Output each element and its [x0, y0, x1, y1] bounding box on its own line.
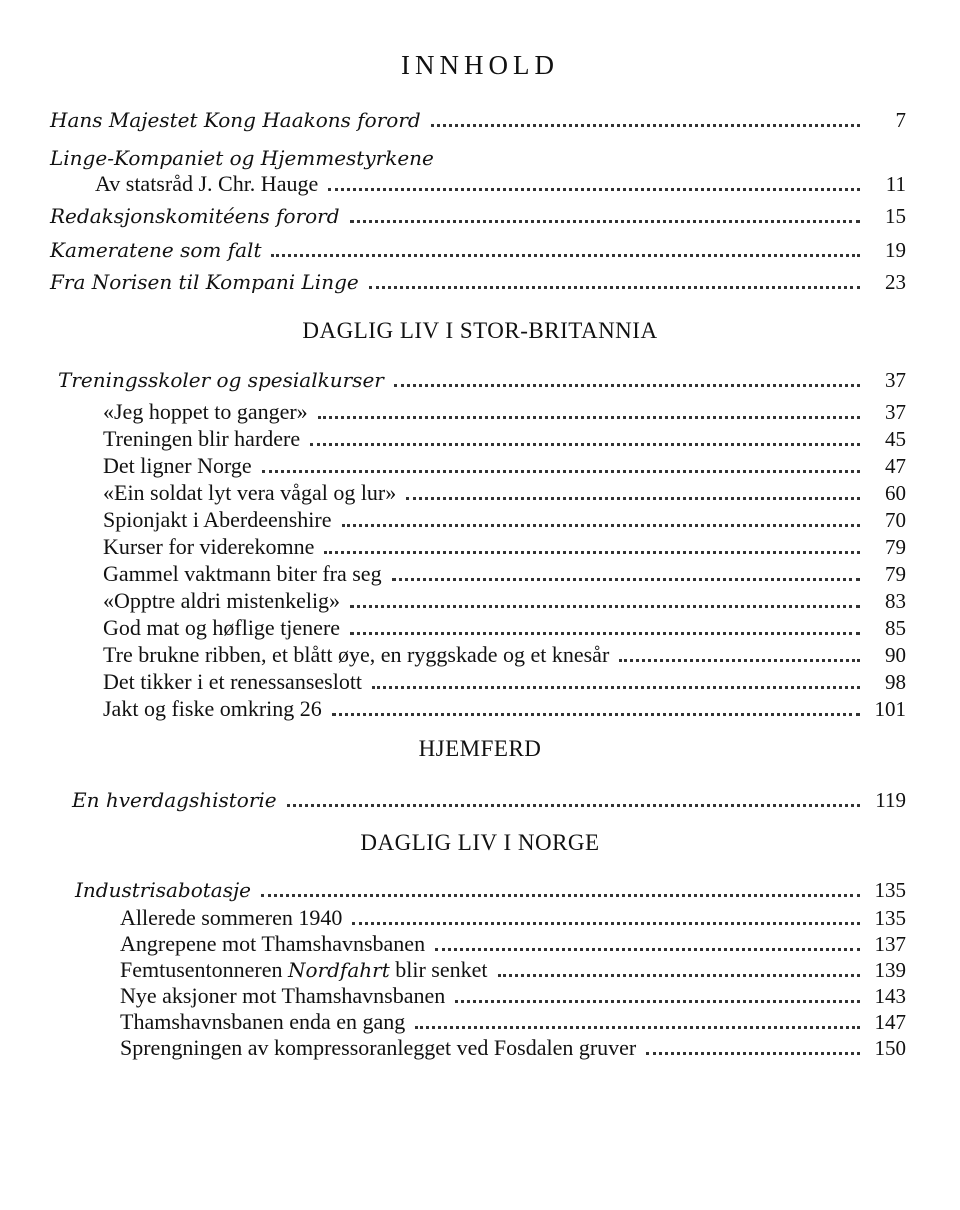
toc-entry-label: Allerede sommeren 1940: [120, 905, 343, 930]
dot-leader: [342, 524, 860, 527]
toc-page-number: 23: [885, 270, 906, 294]
toc-entry-label: Kameratene som falt: [50, 238, 262, 262]
toc-entry[interactable]: [103, 535, 906, 559]
dot-leader: [352, 922, 860, 925]
toc-page-number: 37: [885, 400, 906, 424]
toc-entry-label: Gammel vaktmann biter fra seg: [103, 561, 382, 586]
toc-page-number: 19: [885, 238, 906, 262]
toc-page-number: 7: [895, 108, 906, 132]
toc-page-number: 85: [885, 616, 906, 640]
toc-entry-label: Det tikker i et renessanseslott: [103, 669, 363, 694]
toc-entry-label: Det ligner Norge: [103, 453, 252, 478]
toc-entry-label: Treningen blir hardere: [103, 426, 301, 451]
toc-entry-label: En hverdagshistorie: [72, 788, 277, 812]
dot-leader: [372, 686, 860, 689]
dot-leader: [350, 632, 860, 635]
toc-entry-label: Angrepene mot Thamshavnsbanen: [120, 931, 426, 956]
toc-entry[interactable]: [120, 1010, 906, 1034]
toc-heading-linge: Linge-Kompaniet og Hjemmestyrkene: [50, 146, 434, 170]
toc-page-number: 70: [885, 508, 906, 532]
toc-page-number: 15: [885, 204, 906, 228]
toc-entry-label: Av statsråd J. Chr. Hauge: [95, 171, 319, 196]
dot-leader: [431, 124, 860, 127]
dot-leader: [332, 713, 860, 716]
toc-entry-label: «Ein soldat lyt vera vågal og lur»: [103, 480, 397, 505]
dot-leader: [350, 220, 860, 223]
toc-entry-label: Hans Majestet Kong Haakons forord: [50, 108, 421, 132]
toc-entry[interactable]: [120, 1036, 906, 1060]
toc-entry-norisen[interactable]: [50, 270, 906, 294]
dot-leader: [287, 804, 860, 807]
dot-leader: [328, 188, 860, 191]
toc-entry[interactable]: [103, 643, 906, 667]
toc-entry-kamerater[interactable]: [50, 238, 906, 262]
ship-name: Nordfahrt: [288, 958, 390, 982]
toc-entry-label: Tre brukne ribben, et blått øye, en ryggskade og et knesår: [103, 642, 610, 667]
toc-page-number: 101: [874, 697, 906, 721]
toc-entry-label-part: Femtusentonneren: [120, 957, 289, 982]
dot-leader: [406, 497, 860, 500]
toc-page-number: 139: [874, 958, 906, 982]
toc-entry-hverdagshistorie[interactable]: [72, 788, 906, 812]
toc-entry-label: Sprengningen av kompressoranlegget ved Fosdalen gruver: [120, 1035, 637, 1060]
toc-entry[interactable]: [120, 906, 906, 930]
toc-page-number: 90: [885, 643, 906, 667]
dot-leader: [415, 1026, 860, 1029]
toc-entry[interactable]: [120, 958, 906, 982]
toc-entry[interactable]: [103, 454, 906, 478]
toc-page-number: 143: [874, 984, 906, 1008]
toc-entry[interactable]: [103, 508, 906, 532]
toc-entry-label-part: blir senket: [389, 957, 488, 982]
dot-leader: [369, 286, 860, 289]
page-title: INNHOLD: [401, 50, 559, 80]
toc-entry-label: God mat og høflige tjenere: [103, 615, 341, 640]
dot-leader: [324, 551, 860, 554]
toc-page-number: 79: [885, 562, 906, 586]
toc-entry-label: Kurser for viderekomne: [103, 534, 315, 559]
dot-leader: [455, 1000, 860, 1003]
toc-entry[interactable]: [103, 562, 906, 586]
toc-page-number: 135: [874, 906, 906, 930]
toc-page-number: 98: [885, 670, 906, 694]
toc-entry-label: «Jeg hoppet to ganger»: [103, 399, 308, 424]
toc-entry[interactable]: [103, 427, 906, 451]
toc-entry[interactable]: [103, 589, 906, 613]
toc-entry-treningsskoler[interactable]: [58, 368, 906, 392]
toc-page-number: 119: [875, 788, 906, 812]
dot-leader: [435, 948, 860, 951]
dot-leader: [392, 578, 860, 581]
toc-entry-label: Treningsskoler og spesialkurser: [58, 368, 384, 392]
dot-leader: [318, 416, 860, 419]
dot-leader: [310, 443, 860, 446]
toc-entry[interactable]: [120, 984, 906, 1008]
toc-page-number: 47: [885, 454, 906, 478]
dot-leader: [646, 1052, 860, 1055]
dot-leader: [394, 384, 860, 387]
toc-entry-industrisabotasje[interactable]: [75, 878, 906, 902]
toc-entry[interactable]: [103, 481, 906, 505]
toc-entry-label: Thamshavnsbanen enda en gang: [120, 1009, 406, 1034]
toc-page-number: 137: [874, 932, 906, 956]
dot-leader: [262, 470, 860, 473]
toc-entry-label: Industrisabotasje: [75, 878, 252, 902]
toc-entry-label: Fra Norisen til Kompani Linge: [50, 270, 359, 294]
dot-leader: [261, 894, 860, 897]
toc-entry-label: «Opptre aldri mistenkelig»: [103, 588, 341, 613]
toc-entry-label: [120, 958, 488, 982]
toc-entry-redaksjon[interactable]: [50, 204, 906, 228]
toc-page-number: 79: [885, 535, 906, 559]
toc-entry[interactable]: [120, 932, 906, 956]
dot-leader: [271, 254, 860, 257]
toc-page-number: 37: [885, 368, 906, 392]
toc-page-number: 135: [874, 878, 906, 902]
toc-entry-forord[interactable]: [50, 108, 906, 132]
toc-page-number: 45: [885, 427, 906, 451]
toc-entry[interactable]: [103, 670, 906, 694]
toc-page-number: 83: [885, 589, 906, 613]
toc-entry[interactable]: [103, 616, 906, 640]
toc-page-number: 11: [885, 172, 906, 196]
toc-entry-hauge[interactable]: [95, 172, 906, 196]
toc-entry-label: Jakt og fiske omkring 26: [103, 696, 322, 721]
section-title-norge: DAGLIG LIV I NORGE: [360, 830, 600, 855]
dot-leader: [498, 974, 860, 977]
dot-leader: [350, 605, 860, 608]
section-title-hjemferd: HJEMFERD: [418, 736, 542, 761]
toc-entry[interactable]: [103, 697, 906, 721]
toc-entry[interactable]: [103, 400, 906, 424]
dot-leader: [619, 659, 860, 662]
toc-page-number: 147: [874, 1010, 906, 1034]
section-title-stor-britannia: DAGLIG LIV I STOR-BRITANNIA: [302, 318, 658, 343]
toc-page-number: 60: [885, 481, 906, 505]
toc-entry-label: Nye aksjoner mot Thamshavnsbanen: [120, 983, 446, 1008]
toc-entry-label: Spionjakt i Aberdeenshire: [103, 507, 332, 532]
toc-entry-label: Redaksjonskomitéens forord: [50, 204, 340, 228]
toc-page-number: 150: [874, 1036, 906, 1060]
